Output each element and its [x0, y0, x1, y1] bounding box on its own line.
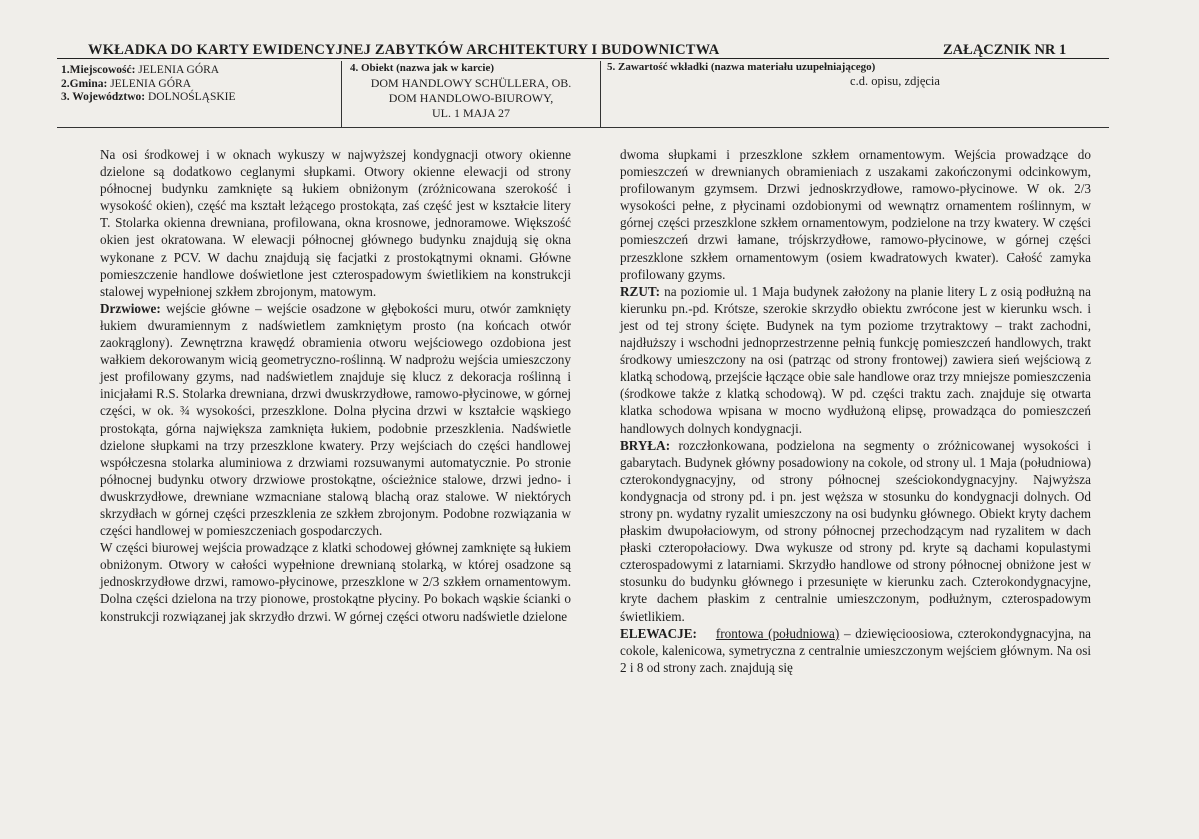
- header-table: [57, 61, 1109, 127]
- contents-cell: [601, 61, 1109, 127]
- elevation-front-subheading: frontowa (południowa): [715, 625, 840, 641]
- windows-paragraph: Na osi środkowej i w oknach wykuszy w najwyższej kondygnacji otwory okienne dzielone są dodatkowo ceglanymi słupkami. Otwory okienne elewacji od strony północnej budynku zamknięte są łukiem obniżonym (zróżnicowana szerokość i wysokość okien), część ma kształt leżącego prostokąta, zaś część jest w kształcie litery T. Stolarka okienna drewniana, profilowana, okna krosnowe, jednoramowe. Większość okien jest okratowana. W elewacji północnej głównego budynku znajdują się okna wykonane z PCV. W dachu znajdują się facjatki z prostokątnymi oknami. Główne pomieszczenie handlowe doświetlone jest czterospadowym świetlikiem na konstrukcji stalowej wypełnionej szkłem zbrojonym, matowym.: [100, 147, 571, 299]
- town-value: JELENIA GÓRA: [138, 64, 220, 76]
- title-divider: [57, 58, 1109, 59]
- doors-heading: Drzwiowe:: [100, 300, 161, 316]
- header-bottom-rule: [57, 127, 1109, 128]
- object-line-3: UL. 1 MAJA 27: [431, 106, 510, 120]
- voivodeship-value: DOLNOŚLĄSKIE: [148, 91, 236, 103]
- contents-label: 5. Zawartość wkładki (nazwa materiału uzupełniającego): [607, 61, 876, 73]
- office-doors-paragraph: dwoma słupkami i przeszklone szkłem ornamentowym. Wejścia prowadzące do pomieszczeń w drewnianych obramieniach z uszakami zakończonymi odcinkowym, profilowanym gzymsem. Drzwi jednoskrzydłowe, ramowo-płycinowe. W ok. 2/3 wysokości pełne, z płycinami ozdobionymi od wewnątrz ornamentem roślinnym, w górnej części przeszklone szkłem ornamentowym, podzielone na trzy kwatery. W części pomieszczeń drzwi łamane, trójskrzydłowe, ramowo-płycinowe, w górnej części przeszklone szkłem ornamentowym (osiem kwadratowych kwater). Całość zamyka profilowany gzyms.: [620, 147, 1091, 282]
- commune-row: [61, 78, 337, 92]
- plan-heading: RZUT:: [620, 283, 661, 299]
- commune-value: JELENIA GÓRA: [110, 77, 192, 90]
- annex-label: ZAŁĄCZNIK NR 1: [943, 42, 1067, 58]
- right-text-column: [620, 146, 1091, 676]
- elevations-text: – dziewięcioosiowa, czterokondygnacyjna, na cokole, kalenicowa, symetryczna z centralnie umieszczonym wejściem głównym. Na osi 2 i 8 od strony zach. znajdują się: [620, 625, 1092, 675]
- object-line-1: DOM HANDLOWY SCHÜLLERA, OB.: [370, 76, 572, 90]
- mass-paragraph: [620, 437, 1091, 625]
- object-cell: [341, 61, 601, 127]
- plan-text: na poziomie ul. 1 Maja budynek założony na planie litery L z osią podłużną na kierunku pn.-pd. Krótsze, szerokie skrzydło obiektu zwrócone jest w kierunku wsch. i jest od tej strony ścięte. Budynek na tym poziome trzytraktowy – trakt zachodni, najdłuższy i wschodni jednoprzestrzenne pełnią funkcję pomieszczeń handlowych, trakt środkowy umieszczony na osi (patrząc od strony frontowej) zawiera sień wejściową z klatką schodową, przejście łączące obie sale handlowe oraz trzy mniejsze pomieszczenia (środkowe także z klatką schodową). W pd. części traktu zach. znajduje się otwarta klatka schodowa wpisana w mocno wydłużoną elipsę, prowadząca do pomieszczeń handlowych dolnych kondygnacji.: [620, 283, 1091, 436]
- doors-text: wejście główne – wejście osadzone w głębokości muru, otwór zamknięty łukiem dwuramiennym z nadświetlem zamkniętym prosto (na końcach otwór zaokrąglony). Zewnętrzna krawędź obramienia otworu wejściowego ozdobiona jest wałkiem dekorowanym wicią geometryczno-roślinną. W nadprożu wejścia umieszczony jest profilowany gzyms, nad nadświetlem znajduje się klucz z dekoracja roślinną i inicjałami R.S. Stolarka drewniana, drzwi dwuskrzydłowe, ramowo-płycinowe, w górnej części, w ok. ¾ wysokości, przeszklone. Dolna płycina drzwi w kształcie wąskiego prostokąta, górna największa zamknięta łukiem, podobnie przeszklenia. Nadświetle dzielone słupkami na trzy przeszklone kwatery. Przy wejściach do części handlowej współczesna stolarka aluminiowa z drzwiami rozsuwanymi automatycznie. Po stronie północnej budynku otwory drzwiowe prostokątne, ościeżnice stalowe, drzwi jedno- i dwuskrzydłowe, drewniane wzmacniane stalową blachą oraz stalowe. W niektórych skrzydłach w górnej części przeszklenia ze szkłem zbrojonym. Podobne rozwiązania w części handlowej w pomieszczeniach gospodarczych.: [100, 300, 571, 539]
- contents-value: c.d. opisu, zdjęcia: [850, 73, 940, 88]
- object-line-2: DOM HANDLOWO-BIUROWY,: [388, 91, 554, 105]
- elevations-paragraph: [620, 625, 1091, 676]
- mass-text: rozczłonkowana, podzielona na segmenty o zróżnicowanej wysokości i gabarytach. Budynek główny posadowiony na cokole, od strony ul. 1 Maja (południowa) czterokondygnacyjny, od strony północnej sześciokondygnacyjny. Najwyższa kondygnacja od strony pd. i pn. jest węższa w stosunku do kondygnacji dolnych. Od strony pn. wydatny ryzalit umieszczony na osi budynku głównego. Obiekt kryty dachem płaskim dwupołaciowym, od strony północnej przechodzącym nad ryzalitem w dach płaski czteropołaciowy. Dwa wykusze od strony pd. kryte są dachami kopulastymi czterospadowymi z latarniami. Skrzydło handlowe od strony północnej obniżone jest w stosunku do budynku głównego i przesunięte w kierunku zach. Czterokondygnacyjne, kryte dachem płaskim z centralnie umieszczonym, podłużnym, czterospadowym świetlikiem.: [620, 437, 1091, 624]
- left-text-column: [100, 146, 571, 625]
- voivodeship-label: 3. Województwo:: [61, 91, 146, 103]
- voivodeship-row: [61, 91, 337, 105]
- commune-label: 2.Gmina:: [61, 77, 108, 90]
- location-cell: [57, 61, 341, 127]
- plan-paragraph: [620, 283, 1091, 437]
- town-label: 1.Miejscowość:: [61, 64, 136, 76]
- doors-paragraph: [100, 300, 571, 539]
- town-row: [61, 64, 337, 78]
- object-label: 4. Obiekt (nazwa jak w karcie): [350, 62, 495, 74]
- document-title: WKŁADKA DO KARTY EWIDENCYJNEJ ZABYTKÓW ARCHITEKTURY I BUDOWNICTWA: [88, 42, 720, 58]
- elevations-heading: ELEWACJE:: [620, 625, 697, 641]
- mass-heading: BRYŁA:: [620, 437, 671, 453]
- office-paragraph: W części biurowej wejścia prowadzące z klatki schodowej głównej zamknięte są łukiem obniżonym. Otwory w całości wypełnione drewnianą stolarką, w której osadzone są jednoskrzydłowe drzwi, ramowo-płycinowe, przeszklone w 2/3 szkłem ornamentowym. Dolna części dzielona na trzy pionowe, prostokątne płyciny. Po bokach wąskie ścianki o konstrukcji rozwiązanej jak skrzydło drzwi. W górnej części otworu nadświetle dzielone: [100, 540, 571, 624]
